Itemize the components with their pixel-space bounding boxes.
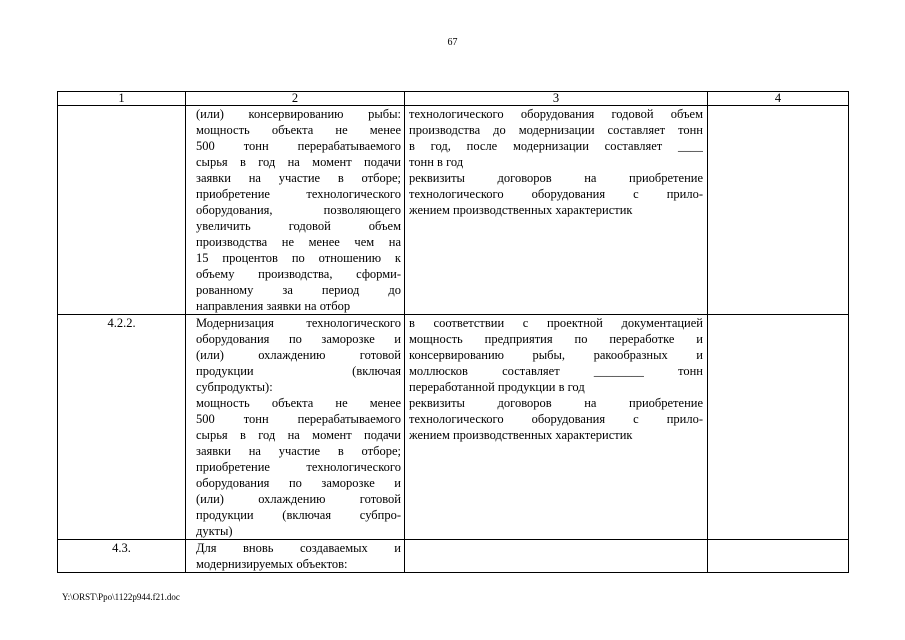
document-line: технологического оборудования с прило-: [409, 187, 703, 201]
table-row: [58, 315, 849, 540]
row-number-cell: 4.3.: [58, 540, 186, 573]
requirement-line: заявки на участие в отборе;: [196, 444, 401, 458]
requirement-line: продукции (включая: [196, 364, 401, 378]
document-line: реквизиты договоров на приобретение: [409, 396, 703, 410]
requirement-line: мощность объекта не менее: [196, 396, 401, 410]
requirement-line: (или) охлаждению готовой: [196, 348, 401, 362]
row-number-cell: 4.2.2.: [58, 315, 186, 540]
requirement-line: модернизируемых объектов:: [196, 557, 348, 571]
requirement-line: 500 тонн перерабатываемого: [196, 139, 401, 153]
requirement-line: (или) охлаждению готовой: [196, 492, 401, 506]
document-line: консервированию рыбы, ракообразных и: [409, 348, 703, 362]
empty-cell: [708, 106, 849, 315]
requirement-line: 500 тонн перерабатываемого: [196, 412, 401, 426]
document-line: переработанной продукции в год: [409, 380, 585, 394]
document-line: технологического оборудования с прило-: [409, 412, 703, 426]
requirement-line: оборудования по заморозке и: [196, 332, 401, 346]
requirement-line: мощность объекта не менее: [196, 123, 401, 137]
document-line: в год, после модернизации составляет ____: [409, 139, 703, 153]
documents-cell: [405, 106, 708, 315]
document-line: в соответствии с проектной документацией: [409, 316, 703, 330]
requirement-cell: [186, 315, 405, 540]
table-row: [58, 540, 849, 573]
column-header-1: 1: [58, 92, 186, 106]
requirement-line: направления заявки на отбор: [196, 299, 351, 313]
requirement-line: субпродукты):: [196, 380, 273, 394]
document-line: мощность предприятия по переработке и: [409, 332, 703, 346]
requirement-cell: [186, 106, 405, 315]
requirement-line: оборудования по заморозке и: [196, 476, 401, 490]
document-line: производства до модернизации составляет тонн: [409, 123, 703, 137]
document-line: моллюсков составляет ________ тонн: [409, 364, 703, 378]
requirement-line: Модернизация технологического: [196, 316, 401, 330]
column-header-3: 3: [405, 92, 708, 106]
page-number: 67: [447, 37, 458, 48]
table-header-row: [58, 92, 849, 106]
requirement-line: оборудования, позволяющего: [196, 203, 401, 217]
empty-cell: [708, 540, 849, 573]
requirement-line: производства не менее чем на: [196, 235, 401, 249]
row-number-cell: [58, 106, 186, 315]
file-path-footer: Y:\ORST\Ppo\1122p944.f21.doc: [62, 592, 180, 602]
documents-cell: [405, 315, 708, 540]
document-line: жением производственных характеристик: [409, 203, 633, 217]
requirement-line: 15 процентов по отношению к: [196, 251, 401, 265]
requirements-table: [57, 91, 849, 573]
requirement-line: заявки на участие в отборе;: [196, 171, 401, 185]
table-row: [58, 106, 849, 315]
document-line: реквизиты договоров на приобретение: [409, 171, 703, 185]
requirement-line: рованному за период до: [196, 283, 401, 297]
requirement-line: Для вновь создаваемых и: [196, 541, 401, 555]
requirement-line: сырья в год на момент подачи: [196, 155, 401, 169]
empty-cell: [708, 315, 849, 540]
requirement-line: увеличить годовой объем: [196, 219, 401, 233]
document-line: жением производственных характеристик: [409, 428, 633, 442]
requirement-line: приобретение технологического: [196, 460, 401, 474]
requirement-line: объему производства, сформи-: [196, 267, 401, 281]
requirement-line: продукции (включая субпро-: [196, 508, 401, 522]
document-line: тонн в год: [409, 155, 464, 169]
document-line: технологического оборудования годовой объем: [409, 107, 703, 121]
requirement-line: (или) консервированию рыбы:: [196, 107, 401, 121]
requirement-line: приобретение технологического: [196, 187, 401, 201]
column-header-2: 2: [186, 92, 405, 106]
requirement-line: сырья в год на момент подачи: [196, 428, 401, 442]
documents-cell: [405, 540, 708, 573]
requirement-line: дукты): [196, 524, 233, 538]
requirement-cell: [186, 540, 405, 573]
column-header-4: 4: [708, 92, 849, 106]
